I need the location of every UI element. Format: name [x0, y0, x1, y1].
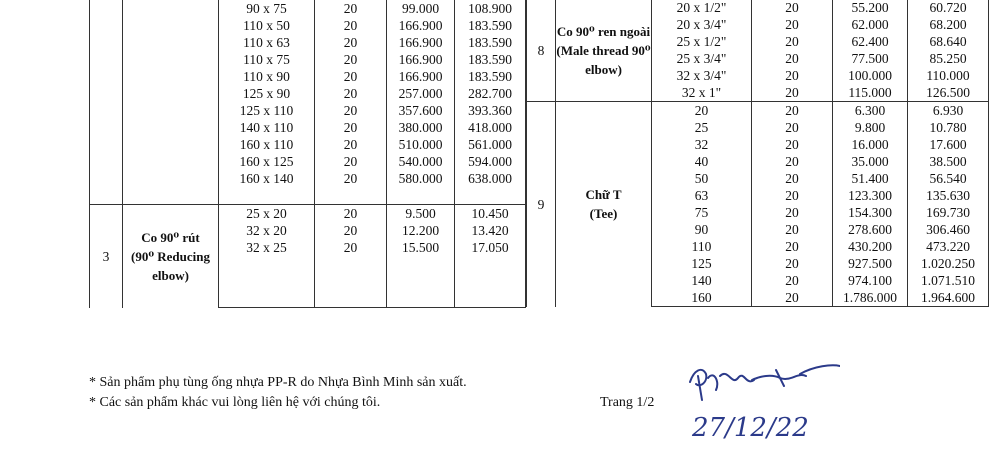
pn-cell: 20	[315, 0, 387, 17]
pn-cell: 20	[315, 153, 387, 170]
empty-cell	[315, 256, 387, 273]
price-cell: 166.900	[387, 68, 455, 85]
footer-note-1: * Sản phẩm phụ tùng ống nhựa PP-R do Nhựa Bình Minh sản xuất.	[89, 375, 467, 390]
pn-cell: 20	[752, 272, 833, 289]
item-no: 8	[527, 0, 556, 102]
price-cell: 430.200	[833, 238, 908, 255]
empty-cell	[315, 273, 387, 290]
pn-cell: 20	[752, 221, 833, 238]
price-vat-cell: 638.000	[455, 170, 526, 187]
item-no-cell	[90, 0, 123, 205]
pn-cell: 20	[315, 222, 387, 239]
empty-cell	[387, 187, 455, 205]
size-cell: 25	[652, 119, 752, 136]
item-name-cell	[123, 0, 219, 205]
size-cell: 160 x 125	[219, 153, 315, 170]
size-cell: 32 x 1"	[652, 84, 752, 102]
pn-cell: 20	[315, 17, 387, 34]
pn-cell: 20	[315, 119, 387, 136]
price-vat-cell: 169.730	[908, 204, 989, 221]
price-cell: 974.100	[833, 272, 908, 289]
item-no: 9	[527, 102, 556, 307]
price-table-right	[526, 0, 989, 307]
empty-cell	[387, 256, 455, 273]
price-vat-cell: 1.020.250	[908, 255, 989, 272]
size-cell: 90 x 75	[219, 0, 315, 17]
empty-cell	[455, 187, 526, 205]
footer-note-2: * Các sản phẩm khác vui lòng liên hệ với chúng tôi.	[89, 395, 381, 410]
empty-cell	[455, 290, 526, 308]
pn-cell: 20	[315, 136, 387, 153]
empty-cell	[219, 290, 315, 308]
pn-cell: 20	[752, 50, 833, 67]
size-cell: 32 x 3/4"	[652, 67, 752, 84]
pn-cell: 20	[752, 16, 833, 33]
svg-text:27/12/22: 27/12/22	[692, 413, 809, 442]
price-cell: 115.000	[833, 84, 908, 102]
size-cell: 40	[652, 153, 752, 170]
price-cell: 16.000	[833, 136, 908, 153]
size-cell: 50	[652, 170, 752, 187]
pn-cell: 20	[752, 136, 833, 153]
price-vat-cell: 183.590	[455, 17, 526, 34]
table-row	[527, 0, 989, 16]
price-vat-cell: 13.420	[455, 222, 526, 239]
item-name: Co 90⁰ ren ngoài	[556, 23, 651, 39]
size-cell: 25 x 3/4"	[652, 50, 752, 67]
item-name-cell	[556, 0, 652, 102]
size-cell: 63	[652, 187, 752, 204]
size-cell: 25 x 1/2"	[652, 33, 752, 50]
handwritten-signature	[680, 352, 840, 442]
pn-cell: 20	[752, 255, 833, 272]
size-cell: 20 x 1/2"	[652, 0, 752, 16]
price-vat-cell: 594.000	[455, 153, 526, 170]
size-cell: 32 x 25	[219, 239, 315, 256]
price-cell: 278.600	[833, 221, 908, 238]
price-vat-cell: 10.450	[455, 205, 526, 223]
price-cell: 540.000	[387, 153, 455, 170]
size-cell: 160 x 140	[219, 170, 315, 187]
price-cell: 510.000	[387, 136, 455, 153]
price-cell: 257.000	[387, 85, 455, 102]
price-vat-cell: 1.071.510	[908, 272, 989, 289]
price-cell: 357.600	[387, 102, 455, 119]
pn-cell: 20	[315, 85, 387, 102]
price-cell: 99.000	[387, 0, 455, 17]
item-no: 3	[90, 205, 123, 308]
price-vat-cell: 135.630	[908, 187, 989, 204]
size-cell: 125	[652, 255, 752, 272]
price-vat-cell: 393.360	[455, 102, 526, 119]
size-cell: 110 x 63	[219, 34, 315, 51]
price-vat-cell: 38.500	[908, 153, 989, 170]
price-cell: 166.900	[387, 34, 455, 51]
price-vat-cell: 60.720	[908, 0, 989, 16]
pn-cell: 20	[752, 67, 833, 84]
price-vat-cell: 418.000	[455, 119, 526, 136]
empty-cell	[387, 273, 455, 290]
size-cell: 20 x 3/4"	[652, 16, 752, 33]
price-cell: 15.500	[387, 239, 455, 256]
price-vat-cell: 183.590	[455, 68, 526, 85]
empty-cell	[315, 187, 387, 205]
empty-cell	[455, 256, 526, 273]
price-cell: 55.200	[833, 0, 908, 16]
price-cell: 77.500	[833, 50, 908, 67]
price-cell: 51.400	[833, 170, 908, 187]
pn-cell: 20	[752, 84, 833, 102]
page-number: Trang 1/2	[600, 395, 655, 410]
price-vat-cell: 561.000	[455, 136, 526, 153]
size-cell: 125 x 90	[219, 85, 315, 102]
item-name-en: (Tee)	[589, 206, 618, 222]
pn-cell: 20	[752, 0, 833, 16]
empty-cell	[219, 273, 315, 290]
size-cell: 25 x 20	[219, 205, 315, 223]
price-cell: 12.200	[387, 222, 455, 239]
table-row	[90, 0, 526, 17]
price-cell: 35.000	[833, 153, 908, 170]
pn-cell: 20	[315, 68, 387, 85]
pn-cell: 20	[315, 102, 387, 119]
price-vat-cell: 68.640	[908, 33, 989, 50]
price-vat-cell: 306.460	[908, 221, 989, 238]
price-cell: 927.500	[833, 255, 908, 272]
pn-cell: 20	[315, 239, 387, 256]
pn-cell: 20	[752, 170, 833, 187]
price-vat-cell: 183.590	[455, 34, 526, 51]
size-cell: 110 x 90	[219, 68, 315, 85]
price-vat-cell: 183.590	[455, 51, 526, 68]
size-cell: 125 x 110	[219, 102, 315, 119]
price-vat-cell: 56.540	[908, 170, 989, 187]
pn-cell: 20	[752, 153, 833, 170]
item-name-cell	[123, 205, 219, 308]
pn-cell: 20	[752, 119, 833, 136]
size-cell: 110 x 75	[219, 51, 315, 68]
price-vat-cell: 10.780	[908, 119, 989, 136]
size-cell: 110	[652, 238, 752, 255]
price-cell: 9.500	[387, 205, 455, 223]
price-vat-cell: 6.930	[908, 102, 989, 120]
price-cell: 1.786.000	[833, 289, 908, 307]
item-name-cell	[556, 102, 652, 307]
item-name: Chữ T	[585, 187, 622, 203]
price-vat-cell: 108.900	[455, 0, 526, 17]
price-cell: 166.900	[387, 51, 455, 68]
size-cell: 160 x 110	[219, 136, 315, 153]
price-vat-cell: 17.600	[908, 136, 989, 153]
pn-cell: 20	[752, 289, 833, 307]
size-cell: 32	[652, 136, 752, 153]
pn-cell: 20	[315, 34, 387, 51]
price-vat-cell: 1.964.600	[908, 289, 989, 307]
price-vat-cell: 68.200	[908, 16, 989, 33]
price-vat-cell: 126.500	[908, 84, 989, 102]
price-cell: 154.300	[833, 204, 908, 221]
size-cell: 90	[652, 221, 752, 238]
price-vat-cell: 17.050	[455, 239, 526, 256]
size-cell: 20	[652, 102, 752, 120]
price-vat-cell: 110.000	[908, 67, 989, 84]
price-cell: 100.000	[833, 67, 908, 84]
size-cell: 140 x 110	[219, 119, 315, 136]
table-row	[527, 102, 989, 120]
price-cell: 380.000	[387, 119, 455, 136]
size-cell: 160	[652, 289, 752, 307]
pn-cell: 20	[315, 170, 387, 187]
item-name-en: (Male thread 90⁰ elbow)	[556, 42, 651, 77]
pn-cell: 20	[315, 205, 387, 223]
price-vat-cell: 282.700	[455, 85, 526, 102]
pn-cell: 20	[752, 102, 833, 120]
price-cell: 6.300	[833, 102, 908, 120]
empty-cell	[219, 187, 315, 205]
size-cell: 32 x 20	[219, 222, 315, 239]
price-cell: 166.900	[387, 17, 455, 34]
pn-cell: 20	[752, 33, 833, 50]
price-cell: 580.000	[387, 170, 455, 187]
empty-cell	[387, 290, 455, 308]
pn-cell: 20	[752, 187, 833, 204]
price-cell: 123.300	[833, 187, 908, 204]
item-name-en: (90⁰ Reducing elbow)	[130, 248, 210, 283]
price-vat-cell: 85.250	[908, 50, 989, 67]
price-cell: 9.800	[833, 119, 908, 136]
item-name: Co 90⁰ rút	[141, 229, 200, 245]
size-cell: 75	[652, 204, 752, 221]
price-cell: 62.000	[833, 16, 908, 33]
price-cell: 62.400	[833, 33, 908, 50]
price-vat-cell: 473.220	[908, 238, 989, 255]
empty-cell	[455, 273, 526, 290]
size-cell: 140	[652, 272, 752, 289]
empty-cell	[315, 290, 387, 308]
pn-cell: 20	[752, 204, 833, 221]
pn-cell: 20	[315, 51, 387, 68]
price-table-left	[89, 0, 526, 308]
pn-cell: 20	[752, 238, 833, 255]
size-cell: 110 x 50	[219, 17, 315, 34]
table-row	[90, 205, 526, 223]
empty-cell	[219, 256, 315, 273]
